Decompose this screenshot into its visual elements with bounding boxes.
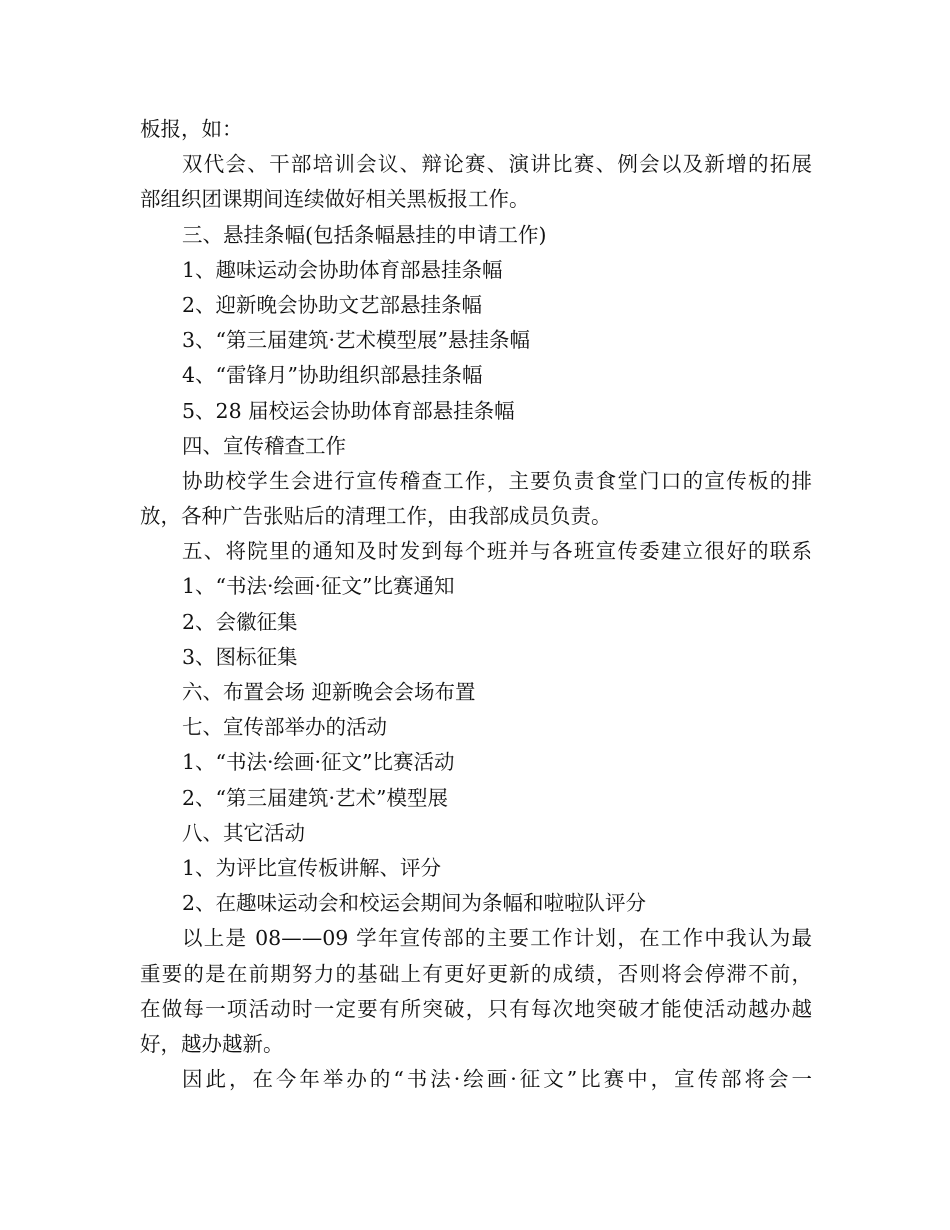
text-line: 2、“第三届建筑·艺术”模型展 xyxy=(182,785,449,810)
text-line: 部组织团课期间连续做好相关黑板报工作。 xyxy=(140,187,530,212)
text-line: 四、宣传稽查工作 xyxy=(182,433,346,458)
text-line: 3、图标征集 xyxy=(182,644,298,669)
text-line: 三、悬挂条幅(包括条幅悬挂的申请工作) xyxy=(182,222,547,247)
text-line: 协助校学生会进行宣传稽查工作，主要负责食堂门口的宣传板的排 xyxy=(182,468,812,493)
text-line: 板报，如： xyxy=(140,117,243,141)
text-line: 六、布置会场 迎新晚会会场布置 xyxy=(182,680,476,704)
text-line: 1、为评比宣传板讲解、评分 xyxy=(182,855,442,880)
document-body xyxy=(140,112,812,1097)
text-line: 3、“第三届建筑·艺术模型展”悬挂条幅 xyxy=(182,328,531,353)
text-line: 双代会、干部培训会议、辩论赛、演讲比赛、例会以及新增的拓展 xyxy=(182,152,812,177)
text-line: 重要的是在前期努力的基础上有更好更新的成绩，否则将会停滞不前， xyxy=(140,961,812,986)
text-line: 2、在趣味运动会和校运会期间为条幅和啦啦队评分 xyxy=(182,891,647,916)
text-line: 八、其它活动 xyxy=(182,820,305,845)
text-line: 放，各种广告张贴后的清理工作，由我部成员负责。 xyxy=(140,504,612,529)
text-line: 好，越办越新。 xyxy=(140,1031,284,1056)
text-line: 5、28 届校运会协助体育部悬挂条幅 xyxy=(182,398,515,423)
text-line: 因此，在今年举办的“书法·绘画·征文”比赛中，宣传部将会一 xyxy=(182,1067,812,1092)
text-line: 2、迎新晚会协助文艺部悬挂条幅 xyxy=(182,292,483,317)
text-line: 4、“雷锋月”协助组织部悬挂条幅 xyxy=(182,363,483,388)
text-line: 1、“书法·绘画·征文”比赛活动 xyxy=(182,750,455,775)
text-line: 在做每一项活动时一定要有所突破，只有每次地突破才能使活动越办越 xyxy=(140,996,812,1021)
text-line: 1、“书法·绘画·征文”比赛通知 xyxy=(182,574,455,599)
text-line: 1、趣味运动会协助体育部悬挂条幅 xyxy=(182,257,503,282)
text-line: 七、宣传部举办的活动 xyxy=(182,715,387,740)
text-line: 以上是 08——09 学年宣传部的主要工作计划，在工作中我认为最 xyxy=(182,926,812,951)
text-line: 五、将院里的通知及时发到每个班并与各班宣传委建立很好的联系 xyxy=(182,539,812,564)
text-line: 2、会徽征集 xyxy=(182,609,298,634)
